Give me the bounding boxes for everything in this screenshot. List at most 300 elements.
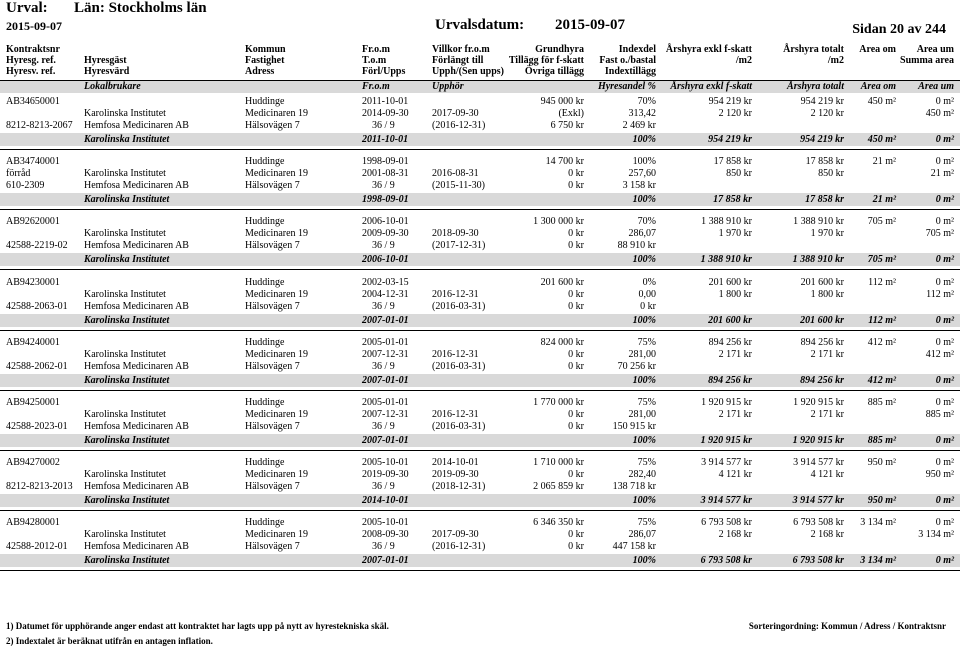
cell-adress: Hälsovägen 7 [245,361,300,372]
sort-order: Sorteringordning: Kommun / Adress / Kontraktsnr [748,621,946,631]
cell-grundhyra: 1 770 000 kr [533,397,584,408]
cell-forl: 36 / 9 [372,180,395,191]
cell-tom: 2014-09-30 [362,108,409,119]
summary-tot: 6 793 508 kr [792,555,844,566]
lokalbrukare-summary-row [0,434,960,447]
summary-om: 705 m² [867,254,896,265]
urval-value: Län: Stockholms län [74,0,207,16]
cell-summa-area: 950 m² [925,469,954,480]
cell-from: 2005-01-01 [362,337,409,348]
summary-name: Karolinska Institutet [84,435,170,446]
cell-hyresv-ref: 42588-2012-01 [6,541,68,552]
cell-indextillagg: 2 469 kr [622,120,656,131]
hdr-ovriga: Övriga tillägg [524,66,584,77]
cell-hyresvard: Hemfosa Medicinaren AB [84,120,189,131]
cell-grundhyra: 6 346 350 kr [533,517,584,528]
cell-tom: 2019-09-30 [362,469,409,480]
lb-area-om: Area om [860,81,896,92]
cell-arshyra-tot: 6 793 508 kr [793,517,844,528]
cell-summa-area: 450 m² [925,108,954,119]
summary-exkl: 17 858 kr [713,194,752,205]
cell-tot-m2: 850 kr [818,168,844,179]
cell-indextillagg: 3 158 kr [622,180,656,191]
summary-from: 2014-10-01 [362,495,409,506]
cell-hyresgast: Karolinska Institutet [84,349,166,360]
cell-hyresvard: Hemfosa Medicinaren AB [84,361,189,372]
cell-ovriga: 2 065 859 kr [533,481,584,492]
cell-fastighet: Medicinaren 19 [245,228,309,239]
cell-ovriga: 6 750 kr [550,120,584,131]
cell-hyresv-ref: 42588-2062-01 [6,361,68,372]
summary-tot: 1 920 915 kr [792,435,844,446]
cell-arshyra-exkl: 6 793 508 kr [701,517,752,528]
summary-om: 21 m² [872,194,896,205]
cell-arshyra-exkl: 1 388 910 kr [701,216,752,227]
cell-area-om: 705 m² [867,216,896,227]
cell-from: 2011-10-01 [362,96,409,107]
cell-bastal: 286,07 [628,228,656,239]
report-date: 2015-09-07 [6,19,62,33]
cell-kommun: Huddinge [245,156,285,167]
summary-um: 0 m² [935,495,954,506]
summary-exkl: 1 920 915 kr [700,435,752,446]
cell-area-um: 0 m² [935,156,954,167]
cell-indextillagg: 70 256 kr [617,361,656,372]
cell-tot-m2: 4 121 kr [810,469,844,480]
cell-fskatt: 0 kr [568,409,584,420]
cell-forlangt: 2017-09-30 [432,529,479,540]
cell-fastighet: Medicinaren 19 [245,349,309,360]
hdr-fskatt: Tillägg för f-skatt [508,55,584,66]
cell-area-um: 0 m² [935,216,954,227]
cell-exkl-m2: 1 800 kr [718,289,752,300]
cell-grundhyra: 824 000 kr [540,337,584,348]
cell-hyresv-ref: 8212-8213-2013 [6,481,73,492]
cell-kommun: Huddinge [245,457,285,468]
cell-summa-area: 412 m² [925,349,954,360]
cell-tom: 2001-08-31 [362,168,409,179]
cell-exkl-m2: 2 171 kr [718,409,752,420]
summary-name: Karolinska Institutet [84,315,170,326]
cell-fastighet: Medicinaren 19 [245,168,309,179]
contract-group [0,337,960,397]
cell-adress: Hälsovägen 7 [245,541,300,552]
cell-indextillagg: 0 kr [640,301,656,312]
cell-from: 2005-01-01 [362,397,409,408]
cell-indexdel: 70% [637,96,656,107]
cell-from: 1998-09-01 [362,156,409,167]
summary-pct: 100% [632,555,656,566]
cell-arshyra-tot: 17 858 kr [805,156,844,167]
lokalbrukare-summary-row [0,374,960,387]
cell-hyresgast: Karolinska Institutet [84,228,166,239]
cell-hyresgast: Karolinska Institutet [84,529,166,540]
cell-hyresvard: Hemfosa Medicinaren AB [84,240,189,251]
cell-hyresv-ref: 8212-8213-2067 [6,120,73,131]
summary-tot: 201 600 kr [800,315,844,326]
hdr-tot-m2: /m2 [827,55,844,66]
summary-from: 2007-01-01 [362,555,409,566]
cell-tom: 2007-12-31 [362,409,409,420]
lb-lokalbrukare: Lokalbrukare [84,81,141,92]
summary-pct: 100% [632,495,656,506]
cell-area-om: 3 134 m² [860,517,896,528]
cell-kontraktsnr: AB34740001 [6,156,60,167]
cell-tot-m2: 1 970 kr [810,228,844,239]
cell-fastighet: Medicinaren 19 [245,409,309,420]
lokalbrukare-summary-row [0,494,960,507]
cell-bastal: 281,00 [628,349,656,360]
lokalbrukare-summary-row [0,314,960,327]
cell-hyresv-ref: 42588-2063-01 [6,301,68,312]
cell-hyresgast: Karolinska Institutet [84,409,166,420]
footnote-1: 1) Datumet för upphörande anger endast att kontraktet har lagts upp på nytt av hyrestekniska skäl. [6,621,389,631]
cell-hyresg-ref: förråd [6,168,31,179]
summary-pct: 100% [632,254,656,265]
cell-exkl-m2: 850 kr [726,168,752,179]
hdr-fastighet: Fastighet [245,55,285,66]
cell-forlangt: 2018-09-30 [432,228,479,239]
hdr-hyresgast: Hyresgäst [84,55,127,66]
cell-grundhyra: 14 700 kr [545,156,584,167]
summary-from: 2011-10-01 [362,134,409,145]
summary-pct: 100% [632,194,656,205]
cell-kontraktsnr: AB94230001 [6,277,60,288]
hdr-arshyra-exkl: Årshyra exkl f-skatt [665,44,752,55]
cell-forl: 36 / 9 [372,481,395,492]
cell-arshyra-exkl: 3 914 577 kr [701,457,752,468]
cell-fskatt: (Exkl) [558,108,584,119]
cell-hyresv-ref: 42588-2219-02 [6,240,68,251]
cell-from: 2005-10-01 [362,457,409,468]
cell-area-um: 0 m² [935,397,954,408]
cell-upph: (2015-11-30) [432,180,485,191]
hdr-upph: Upph/(Sen upps) [432,66,504,77]
summary-um: 0 m² [935,375,954,386]
group-divider [0,269,960,270]
summary-om: 112 m² [868,315,896,326]
cell-tot-m2: 2 171 kr [810,349,844,360]
cell-upph: (2018-12-31) [432,481,486,492]
summary-pct: 100% [632,134,656,145]
cell-forl: 36 / 9 [372,240,395,251]
cell-tot-m2: 2 120 kr [810,108,844,119]
lb-arshyra-tot: Årshyra totalt [787,81,844,92]
hdr-exkl-m2: /m2 [735,55,752,66]
summary-from: 1998-09-01 [362,194,409,205]
cell-ovriga: 0 kr [568,240,584,251]
cell-ovriga: 0 kr [568,180,584,191]
lb-area-um: Area um [918,81,954,92]
cell-from: 2005-10-01 [362,517,409,528]
summary-pct: 100% [632,315,656,326]
cell-hyresv-ref: 42588-2023-01 [6,421,68,432]
urval-label: Urval: [6,0,48,16]
cell-bastal: 0,00 [638,289,656,300]
group-divider [0,209,960,210]
cell-adress: Hälsovägen 7 [245,421,300,432]
hdr-indexdel: Indexdel [618,44,656,55]
summary-exkl: 6 793 508 kr [700,555,752,566]
cell-tot-m2: 2 171 kr [810,409,844,420]
cell-forlangt: 2016-12-31 [432,409,479,420]
hdr-summa-area: Summa area [900,55,954,66]
hdr-adress: Adress [245,66,275,77]
summary-om: 3 134 m² [860,555,896,566]
cell-fskatt: 0 kr [568,289,584,300]
cell-hyresvard: Hemfosa Medicinaren AB [84,541,189,552]
cell-arshyra-exkl: 954 219 kr [708,96,752,107]
cell-arshyra-tot: 201 600 kr [800,277,844,288]
hdr-indextillagg: Indextillägg [604,66,656,77]
hdr-hyresvard: Hyresvärd [84,66,130,77]
summary-pct: 100% [632,375,656,386]
summary-from: 2006-10-01 [362,254,409,265]
lokalbrukare-summary-row [0,554,960,567]
hdr-forl-upps: Förl/Upps [362,66,406,77]
summary-name: Karolinska Institutet [84,375,170,386]
cell-fastighet: Medicinaren 19 [245,529,309,540]
cell-kommun: Huddinge [245,277,285,288]
cell-area-um: 0 m² [935,457,954,468]
summary-name: Karolinska Institutet [84,194,170,205]
urvalsdatum-label: Urvalsdatum: [435,17,525,33]
cell-villkor: 2014-10-01 [432,457,479,468]
cell-upph: (2016-12-31) [432,541,486,552]
cell-arshyra-exkl: 894 256 kr [708,337,752,348]
cell-fastighet: Medicinaren 19 [245,108,309,119]
summary-name: Karolinska Institutet [84,134,170,145]
cell-indexdel: 0% [642,277,656,288]
summary-from: 2007-01-01 [362,435,409,446]
cell-hyresv-ref: 610-2309 [6,180,45,191]
cell-ovriga: 0 kr [568,301,584,312]
cell-bastal: 286,07 [628,529,656,540]
cell-bastal: 281,00 [628,409,656,420]
cell-forl: 36 / 9 [372,120,395,131]
summary-exkl: 3 914 577 kr [700,495,752,506]
cell-hyresgast: Karolinska Institutet [84,469,166,480]
contract-group [0,517,960,577]
cell-indexdel: 75% [637,397,656,408]
summary-tot: 954 219 kr [800,134,844,145]
cell-forl: 36 / 9 [372,421,395,432]
contract-group [0,216,960,276]
cell-indexdel: 70% [637,216,656,227]
column-headers [0,42,960,80]
cell-forlangt: 2016-12-31 [432,289,479,300]
summary-tot: 894 256 kr [800,375,844,386]
hdr-bastal: Fast o./bastal [599,55,656,66]
lb-hyresandel: Hyresandel % [597,81,656,92]
cell-summa-area: 885 m² [925,409,954,420]
cell-hyresvard: Hemfosa Medicinaren AB [84,481,189,492]
page-info: Sidan 20 av 244 [852,22,946,37]
cell-area-um: 0 m² [935,96,954,107]
cell-upph: (2016-03-31) [432,361,486,372]
cell-hyresgast: Karolinska Institutet [84,289,166,300]
cell-forlangt: 2017-09-30 [432,108,479,119]
cell-arshyra-exkl: 17 858 kr [713,156,752,167]
summary-om: 412 m² [867,375,896,386]
summary-um: 0 m² [935,435,954,446]
cell-summa-area: 21 m² [930,168,954,179]
summary-um: 0 m² [935,555,954,566]
cell-bastal: 313,42 [628,108,656,119]
hdr-hyresg-ref: Hyresg. ref. [6,55,56,66]
cell-upph: (2017-12-31) [432,240,486,251]
cell-indexdel: 100% [632,156,656,167]
cell-fskatt: 0 kr [568,469,584,480]
cell-area-om: 412 m² [867,337,896,348]
cell-upph: (2016-03-31) [432,301,486,312]
summary-um: 0 m² [935,194,954,205]
cell-indextillagg: 138 718 kr [612,481,656,492]
cell-hyresvard: Hemfosa Medicinaren AB [84,301,189,312]
cell-exkl-m2: 1 970 kr [718,228,752,239]
summary-um: 0 m² [935,315,954,326]
cell-ovriga: 0 kr [568,541,584,552]
hdr-forlangt: Förlängt till [432,55,484,66]
summary-pct: 100% [632,435,656,446]
cell-forlangt: 2019-09-30 [432,469,479,480]
lokalbrukare-summary-row [0,253,960,266]
cell-hyresvard: Hemfosa Medicinaren AB [84,180,189,191]
summary-om: 950 m² [867,495,896,506]
hdr-tom: T.o.m [362,55,387,66]
cell-adress: Hälsovägen 7 [245,301,300,312]
summary-tot: 3 914 577 kr [792,495,844,506]
contract-group [0,397,960,457]
cell-indextillagg: 88 910 kr [617,240,656,251]
cell-hyresgast: Karolinska Institutet [84,168,166,179]
cell-fskatt: 0 kr [568,168,584,179]
cell-adress: Hälsovägen 7 [245,240,300,251]
lb-from: Fr.o.m [362,81,390,92]
summary-exkl: 1 388 910 kr [700,254,752,265]
cell-summa-area: 112 m² [926,289,954,300]
cell-tom: 2008-09-30 [362,529,409,540]
summary-from: 2007-01-01 [362,315,409,326]
cell-area-om: 450 m² [867,96,896,107]
cell-fskatt: 0 kr [568,529,584,540]
cell-indexdel: 75% [637,517,656,528]
cell-upph: (2016-03-31) [432,421,486,432]
cell-exkl-m2: 2 120 kr [718,108,752,119]
cell-bastal: 257,60 [628,168,656,179]
cell-kommun: Huddinge [245,96,285,107]
hdr-kontraktsnr: Kontraktsnr [6,44,60,55]
cell-area-um: 0 m² [935,517,954,528]
lb-upphor: Upphör [432,81,464,92]
cell-adress: Hälsovägen 7 [245,481,300,492]
summary-om: 450 m² [867,134,896,145]
summary-exkl: 201 600 kr [708,315,752,326]
cell-forlangt: 2016-12-31 [432,349,479,360]
cell-ovriga: 0 kr [568,421,584,432]
cell-ovriga: 0 kr [568,361,584,372]
cell-forl: 36 / 9 [372,361,395,372]
cell-fskatt: 0 kr [568,228,584,239]
cell-adress: Hälsovägen 7 [245,120,300,131]
cell-forlangt: 2016-08-31 [432,168,479,179]
cell-hyresvard: Hemfosa Medicinaren AB [84,421,189,432]
cell-grundhyra: 945 000 kr [540,96,584,107]
contract-group [0,96,960,156]
cell-arshyra-tot: 894 256 kr [800,337,844,348]
cell-indexdel: 75% [637,457,656,468]
cell-grundhyra: 1 300 000 kr [533,216,584,227]
cell-arshyra-tot: 1 920 915 kr [793,397,844,408]
cell-hyresgast: Karolinska Institutet [84,108,166,119]
group-divider [0,330,960,331]
cell-fskatt: 0 kr [568,349,584,360]
cell-arshyra-tot: 954 219 kr [800,96,844,107]
cell-indextillagg: 447 158 kr [612,541,656,552]
hdr-hyresv-ref: Hyresv. ref. [6,66,56,77]
cell-grundhyra: 201 600 kr [540,277,584,288]
contract-group [0,156,960,216]
cell-tom: 2004-12-31 [362,289,409,300]
summary-um: 0 m² [935,254,954,265]
cell-kontraktsnr: AB94270002 [6,457,60,468]
hdr-area-om: Area om [859,44,896,55]
summary-name: Karolinska Institutet [84,254,170,265]
cell-arshyra-exkl: 201 600 kr [708,277,752,288]
cell-kontraktsnr: AB94250001 [6,397,60,408]
lb-arshyra-exkl: Årshyra exkl f-skatt [670,81,752,92]
cell-fastighet: Medicinaren 19 [245,289,309,300]
cell-exkl-m2: 2 171 kr [718,349,752,360]
cell-indextillagg: 150 915 kr [612,421,656,432]
group-divider [0,149,960,150]
cell-indexdel: 75% [637,337,656,348]
cell-area-om: 21 m² [872,156,896,167]
cell-summa-area: 705 m² [925,228,954,239]
cell-tom: 2009-09-30 [362,228,409,239]
group-divider [0,450,960,451]
cell-arshyra-exkl: 1 920 915 kr [701,397,752,408]
summary-exkl: 894 256 kr [708,375,752,386]
group-divider [0,390,960,391]
summary-name: Karolinska Institutet [84,495,170,506]
summary-tot: 17 858 kr [805,194,844,205]
urvalsdatum-value: 2015-09-07 [555,17,625,33]
summary-from: 2007-01-01 [362,375,409,386]
cell-summa-area: 3 134 m² [918,529,954,540]
cell-from: 2002-03-15 [362,277,409,288]
cell-tot-m2: 2 168 kr [810,529,844,540]
cell-kommun: Huddinge [245,397,285,408]
lokalbrukare-summary-row [0,133,960,146]
cell-bastal: 282,40 [628,469,656,480]
cell-area-um: 0 m² [935,337,954,348]
summary-om: 885 m² [867,435,896,446]
cell-area-om: 950 m² [867,457,896,468]
cell-kommun: Huddinge [245,517,285,528]
cell-tot-m2: 1 800 kr [810,289,844,300]
cell-from: 2006-10-01 [362,216,409,227]
hdr-area-um: Area um [916,44,954,55]
cell-area-um: 0 m² [935,277,954,288]
cell-grundhyra: 1 710 000 kr [533,457,584,468]
cell-kontraktsnr: AB94280001 [6,517,60,528]
contract-group [0,277,960,337]
summary-name: Karolinska Institutet [84,555,170,566]
cell-kommun: Huddinge [245,216,285,227]
hdr-from: Fr.o.m [362,44,390,55]
cell-tom: 2007-12-31 [362,349,409,360]
